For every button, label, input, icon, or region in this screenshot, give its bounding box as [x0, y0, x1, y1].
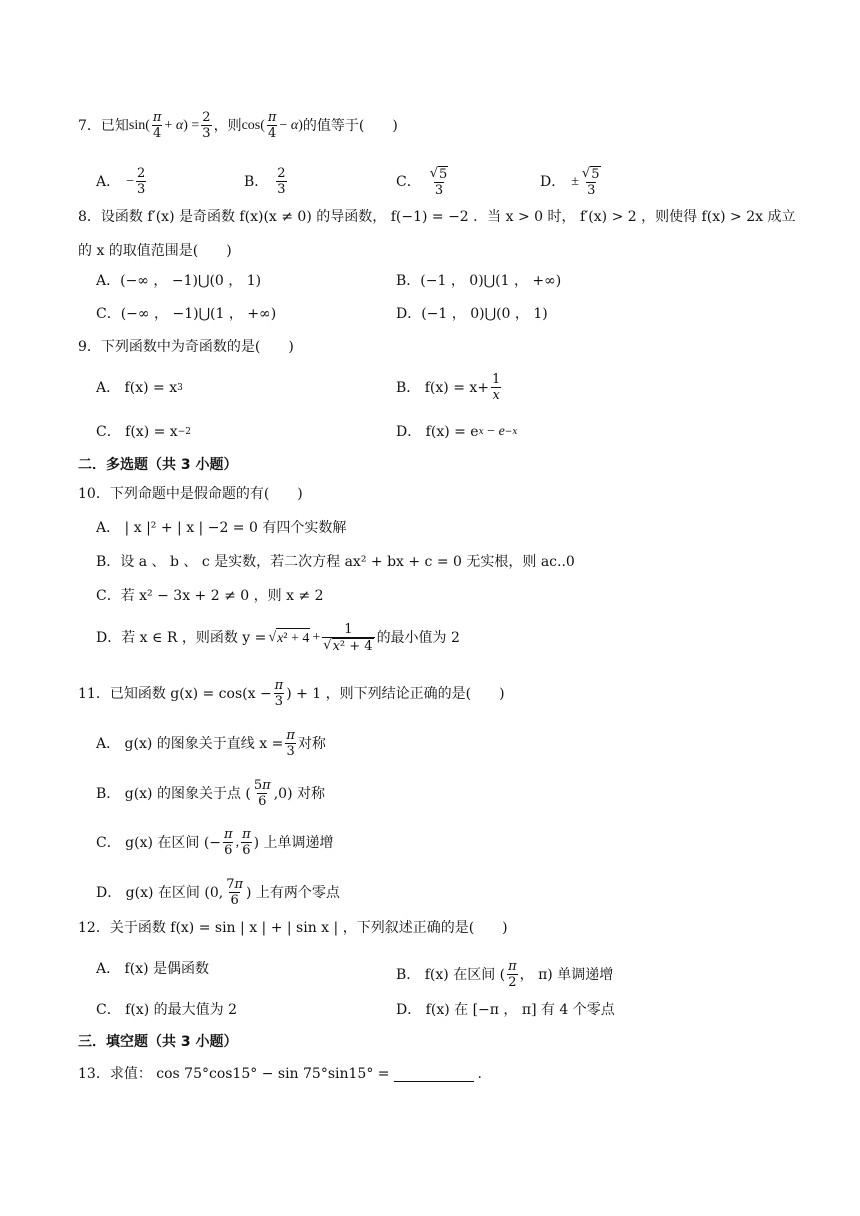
- q7-option-a: A． − $\frac{2}{3}$: [96, 166, 146, 197]
- q10-option-c: C．若 x² − 3x + 2 ≠ 0 ，则 x ≠ 2: [96, 588, 324, 604]
- q10-option-d: D．若 x ∈ R ，则函数 y = √ x² + 4 + 1 √ x² + 4 的最小值为 2: [96, 622, 460, 654]
- q12-option-b: B． f(x) 在区间 ( $\frac{\pi}{2}$ ， π) 单调递增: [396, 959, 614, 990]
- q12-option-c: C． f(x) 的最大值为 2: [96, 1002, 237, 1018]
- q11-option-c: C． g(x) 在区间 (− $\frac{\pi}{6}$ , $\frac{\pi}{6}$ ) 上单调递增: [96, 827, 334, 858]
- q11-option-b: B． g(x) 的图象关于点 ( $\frac{5\pi}{6}$ ,0) 对称: [96, 778, 325, 809]
- q12-option-d: D． f(x) 在 [−π ， π] 有 4 个零点: [396, 1002, 615, 1018]
- question-9-stem: 9．下列函数中为奇函数的是( ): [78, 339, 294, 355]
- q9-option-d: D． f(x) = e x − e −x: [396, 424, 518, 440]
- answer-blank: [394, 1067, 474, 1082]
- q12-option-a: A． f(x) 是偶函数: [96, 961, 210, 977]
- q11-option-a: A． g(x) 的图象关于直线 x = $\frac{\pi}{3}$ 对称: [96, 728, 326, 759]
- q10-option-b: B．设 a 、 b 、 c 是实数，若二次方程 ax² + bx + c = 0 无实根，则 ac..0: [96, 554, 575, 570]
- question-11-stem: 11．已知函数 g(x) = cos(x − $\frac{\pi}{3}$ ) + 1 ，则下列结论正确的是( ): [78, 678, 505, 709]
- section-3-heading: 三．填空题（共 3 小题）: [78, 1034, 238, 1050]
- q7-option-d: D． ± √ 5 3: [540, 166, 600, 198]
- q7-text-c: 的值等于( ): [302, 117, 398, 134]
- q7-text-b: ，则: [213, 117, 242, 134]
- q9-option-a: A． f(x) = x 3: [96, 380, 183, 396]
- q7-option-c: C． √ 5 3: [396, 166, 448, 198]
- q9-option-c: C． f(x) = x −2: [96, 424, 191, 440]
- q7-option-b: B． $\frac{2}{3}$: [244, 166, 286, 197]
- q11-option-d: D． g(x) 在区间 (0, $\frac{7\pi}{6}$ ) 上有两个零点: [96, 877, 340, 908]
- q7-text-a: 7．已知: [78, 117, 129, 134]
- question-13-stem: 13．求值： cos 75°cos15° − sin 75°sin15° = .: [78, 1066, 482, 1082]
- section-2-heading: 二．多选题（共 3 小题）: [78, 457, 238, 473]
- q8-option-d: D．(−1 ， 0)⋃(0 ， 1): [396, 306, 548, 322]
- question-7-stem: 7．已知 sin( $\frac{\pi}{4}$ + α) = $\frac{2}{3}$ ，则 cos( $\frac{\pi}{4}$ − α) 的值等于( ): [78, 110, 398, 141]
- question-8-stem-line2: 的 x 的取值范围是( ): [78, 243, 232, 259]
- q10-option-a: A． | x |² + | x | −2 = 0 有四个实数解: [96, 520, 347, 536]
- q8-option-a: A．(−∞ ， −1)⋃(0 ， 1): [96, 273, 262, 289]
- question-8-stem-line1: 8．设函数 f′(x) 是奇函数 f(x)(x ≠ 0) 的导函数， f(−1) = −2 ．当 x > 0 时， f′(x) > 2 ，则使得 f(x) > 2x 成立: [78, 209, 796, 225]
- q8-option-c: C．(−∞ ， −1)⋃(1 ， +∞): [96, 306, 277, 322]
- question-10-stem: 10．下列命题中是假命题的有( ): [78, 486, 303, 502]
- q8-option-b: B．(−1 ， 0)⋃(1 ， +∞): [396, 273, 562, 289]
- q9-option-b: B． f(x) = x+ $\frac{1}{x}$: [396, 372, 501, 403]
- question-12-stem: 12．关于函数 f(x) = sin | x | + | sin x | ，下列叙述正确的是( ): [78, 920, 508, 936]
